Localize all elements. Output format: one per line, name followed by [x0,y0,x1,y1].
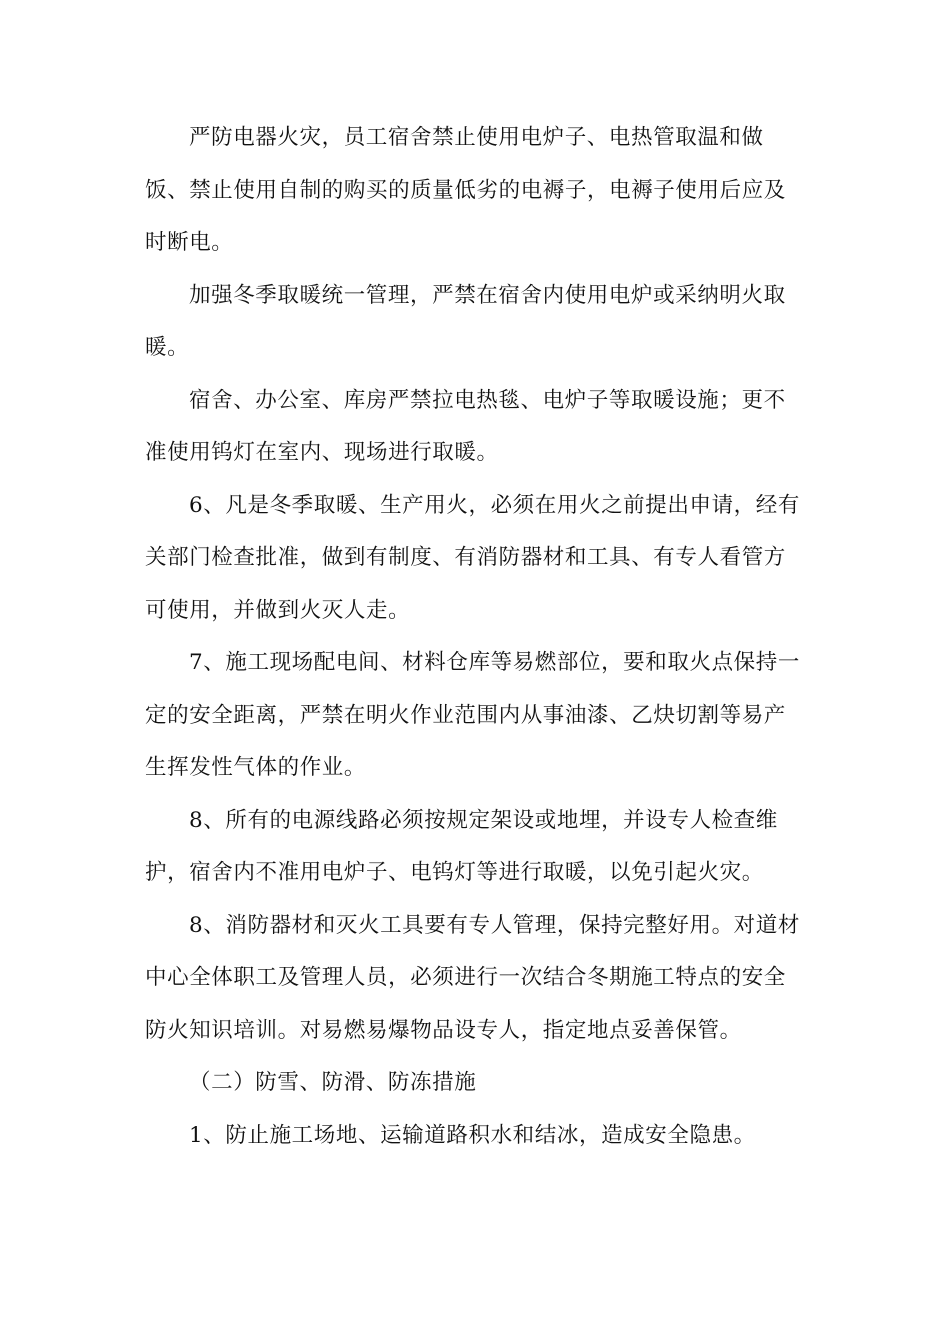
text-line: 护，宿舍内不准用电炉子、电钨灯等进行取暖，以免引起火灾。 [145,860,764,885]
text-line: 可使用，并做到火灭人走。 [145,597,411,623]
paragraph-item-8b [145,900,807,1058]
section-heading-snow-slip-freeze [145,1057,807,1110]
text-line: 中心全体职工及管理人员，必须进行一次结合冬期施工特点的安全 [145,965,786,990]
text-line: 生挥发性气体的作业。 [145,755,367,780]
text-line: 定的安全距离，严禁在明火作业范围内从事油漆、乙炔切割等易产 [145,702,786,728]
text-line: 6、凡是冬季取暖、生产用火，必须在用火之前提出申请，经有 [189,492,800,518]
text-line: 8、消防器材和灭火工具要有专人管理，保持完整好用。对道材 [189,912,800,938]
text-line: 8、所有的电源线路必须按规定架设或地埋，并设专人检查维 [189,807,778,833]
text-line: 加强冬季取暖统一管理，严禁在宿舍内使用电炉或采纳明火取 [189,282,786,308]
paragraph-electrical-fire [145,112,807,270]
section-heading: （二）防雪、防滑、防冻措施 [189,1070,477,1095]
text-line: 饭、禁止使用自制的购买的质量低劣的电褥子，电褥子使用后应及 [145,177,786,203]
text-line: 暖。 [145,335,190,360]
text-line: 1、防止施工场地、运输道路积水和结冰，造成安全隐患。 [189,1122,756,1148]
text-line: 时断电。 [145,230,234,255]
text-line: 防火知识培训。对易燃易爆物品设专人，指定地点妥善保管。 [145,1017,742,1043]
paragraph-item-6 [145,480,807,638]
paragraph-snow-item-1 [145,1110,807,1163]
document-body [145,112,807,1162]
paragraph-heating-management [145,270,807,375]
text-line: 宿舍、办公室、库房严禁拉电热毯、电炉子等取暖设施；更不 [189,387,786,413]
paragraph-item-7 [145,637,807,795]
paragraph-item-8a [145,795,807,900]
text-line: 7、施工现场配电间、材料仓库等易燃部位，要和取火点保持一 [189,650,800,675]
text-line: 准使用钨灯在室内、现场进行取暖。 [145,440,499,465]
paragraph-dormitory-heating-ban [145,375,807,480]
text-line: 关部门检查批准，做到有制度、有消防器材和工具、有专人看管方 [145,545,786,570]
text-line: 严防电器火灾，员工宿舍禁止使用电炉子、电热管取温和做 [189,125,764,150]
